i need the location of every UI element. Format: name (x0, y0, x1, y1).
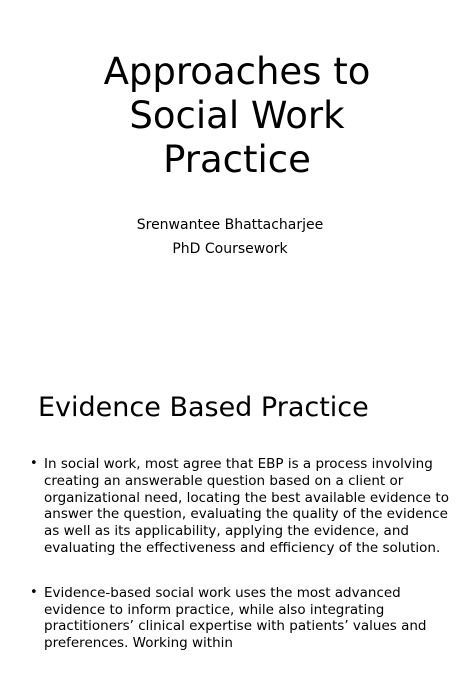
content-slide (0, 356, 474, 652)
section-heading: Evidence Based Practice (38, 392, 369, 423)
bullet-text: Evidence-based social work uses the most advanced evidence to inform practice, while also integrating practitioners’ clinical expertise with patients’ values and preferences. Working within (44, 584, 427, 652)
bullet-list (30, 456, 450, 680)
bullet-item (30, 456, 450, 557)
slide-title (0, 50, 474, 182)
bullet-item (30, 585, 450, 652)
bullet-text: In social work, most agree that EBP is a process involving creating an answerable question based on a client or organizational need, locating the best available evidence to answer the question, evaluating the quality of the evidence as well as its applicability, applying the evidence, and evaluating the effectiveness and efficiency of the solution. (44, 456, 449, 556)
bullet-dot-icon: • (30, 456, 38, 471)
author-name: Srenwantee Bhattacharjee (136, 217, 324, 233)
slide-title-line-2: Social Work (129, 94, 345, 137)
bullet-dot-icon: • (30, 584, 38, 600)
slide-title-line-1: Approaches to (103, 50, 371, 93)
slide-title-line-3: Practice (163, 138, 311, 181)
course-name: PhD Coursework (172, 241, 288, 257)
